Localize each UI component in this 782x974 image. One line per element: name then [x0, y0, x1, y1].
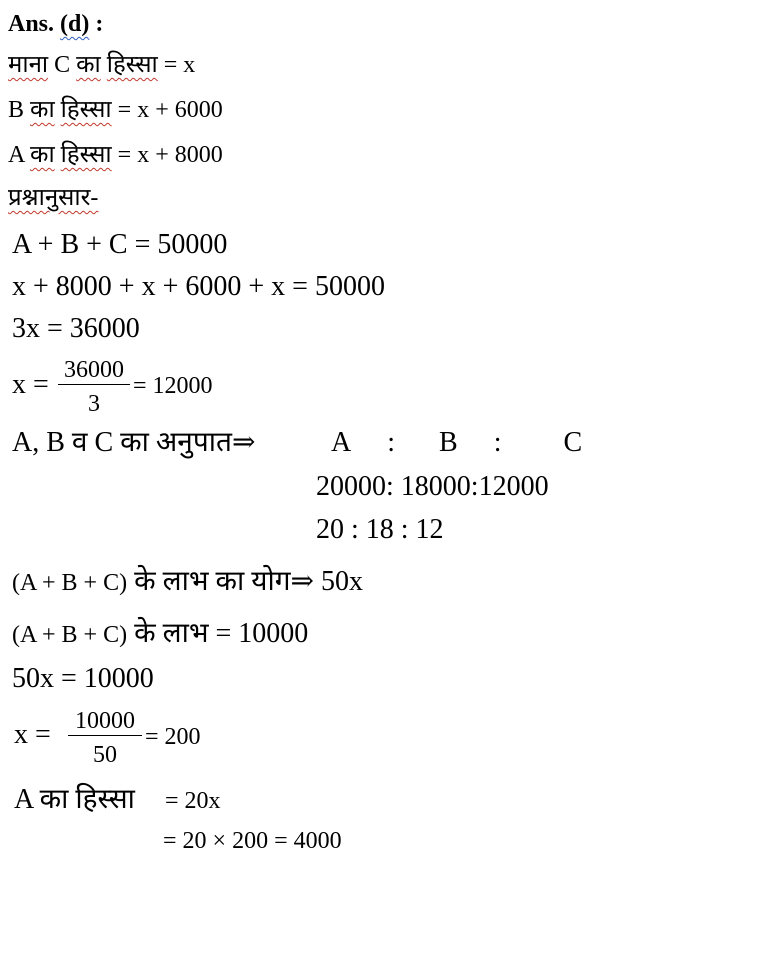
word-mana: माना	[8, 52, 49, 78]
fraction2-denominator: 50	[93, 742, 117, 768]
intro-eq: = x + 8000	[111, 142, 223, 168]
answer-heading	[8, 12, 103, 36]
equation-sum: A + B + C = 50000	[12, 229, 228, 260]
word-ka: का	[76, 52, 101, 78]
answer-colon: :	[95, 11, 104, 37]
condition-label: प्रश्नानुसार-	[8, 185, 99, 211]
answer-option: (d)	[60, 11, 90, 37]
intro-line-b: B का हिस्सा = x + 6000	[8, 97, 223, 123]
profit-line: (A + B + C) के लाभ = 10000	[12, 618, 309, 649]
implies-arrow-icon: ⇒	[231, 427, 256, 458]
abc-group: (A + B + C)	[12, 622, 128, 648]
intro-eq: = x + 6000	[111, 97, 223, 123]
intro-line-a: A का हिस्सा = x + 8000	[8, 142, 223, 168]
intro-eq: = x	[157, 52, 196, 78]
share-line-1: = 20x	[165, 788, 221, 814]
profit-sum-line: (A + B + C) के लाभ का योग⇒ 50x	[12, 566, 363, 597]
fraction1	[58, 357, 130, 418]
ratio-line	[12, 429, 255, 457]
word-ka: का	[30, 142, 55, 168]
intro-line-c: माना C का हिस्सा = x	[8, 52, 196, 78]
fraction2	[68, 708, 142, 769]
answer-label: Ans.	[8, 11, 55, 37]
abc-group: (A + B + C)	[12, 570, 128, 596]
ratio-label: A, B व C का अनुपात	[12, 427, 232, 458]
fraction1-lhs: x =	[12, 369, 49, 400]
share-line-2: = 20 × 200 = 4000	[163, 828, 342, 854]
fraction2-lhs: x =	[14, 719, 51, 750]
equation-3x: 3x = 36000	[12, 313, 140, 344]
fraction1-numerator: 36000	[64, 357, 124, 383]
fraction1-rhs: = 12000	[133, 373, 213, 399]
ratio-headers: A : B : C	[331, 427, 583, 458]
word-hissa: हिस्सा	[60, 142, 112, 168]
equation-expanded: x + 8000 + x + 6000 + x = 50000	[12, 271, 385, 302]
ratio-values: 20000: 18000:12000	[316, 471, 549, 502]
share-label: A का हिस्सा	[14, 784, 135, 815]
word-hissa: हिस्सा	[106, 52, 158, 78]
fraction2-rhs: = 200	[145, 724, 201, 750]
fraction1-denominator: 3	[88, 391, 100, 417]
equation-50x: 50x = 10000	[12, 663, 154, 694]
implies-arrow-icon: ⇒	[290, 566, 314, 597]
word-hissa: हिस्सा	[60, 97, 112, 123]
word-ka: का	[30, 97, 55, 123]
ratio-simplified: 20 : 18 : 12	[316, 514, 444, 545]
fraction2-numerator: 10000	[75, 708, 135, 734]
